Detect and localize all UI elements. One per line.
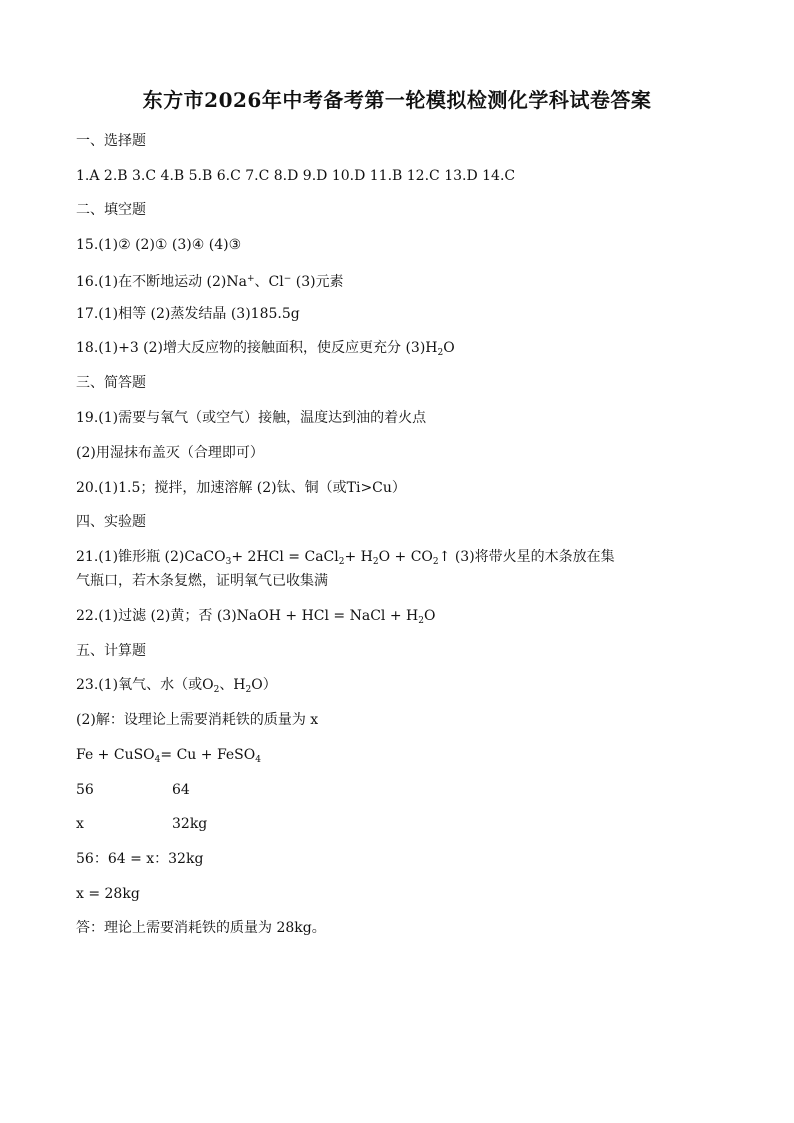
q22-part-b: O	[423, 608, 436, 624]
q16-part-a: 16.(1)在不断地运动 (2)Na	[76, 274, 247, 290]
relative-mass-row	[76, 781, 716, 799]
q18-part-a: 18.(1)+3 (2)增大反应物的接触面积，使反应更充分 (3)H	[76, 340, 438, 356]
q18-sub: 2	[437, 348, 444, 358]
eq-sub-4b: 4	[255, 755, 261, 765]
choice-answers: 1.A 2.B 3.C 4.B 5.B 6.C 7.C 8.D 9.D 10.D 11.B 12.C 13.D 14.C	[76, 168, 516, 184]
answer-q20: 20.(1)1.5；搅拌，加速溶解 (2)钛、铜（或Ti>Cu）	[76, 480, 406, 496]
q21-part-a: 21.(1)锥形瓶 (2)CaCO	[76, 549, 226, 565]
section-heading-calculation: 五、计算题	[76, 643, 146, 659]
q21-sub-2a: 2	[338, 557, 345, 567]
q23-sub-2b: 2	[245, 685, 252, 695]
eq-part-a: Fe + CuSO	[76, 747, 155, 763]
section-heading-fill: 二、填空题	[76, 202, 146, 218]
reaction-equation	[76, 746, 716, 769]
proportion-line: 56：64 = x：32kg	[76, 851, 204, 867]
q16-minus: −	[283, 274, 292, 284]
q16-part-b: 、Cl	[254, 274, 284, 290]
answer-q19-part2: (2)用湿抹布盖灭（合理即可）	[76, 445, 264, 461]
q18-part-b: O	[443, 340, 455, 356]
q22-part-a: 22.(1)过滤 (2)黄；否 (3)NaOH + HCl = NaCl + H	[76, 608, 419, 624]
answer-q21-line2: 气瓶口，若木条复燃，证明氧气已收集满	[76, 573, 328, 589]
q23-sub-2a: 2	[213, 685, 220, 695]
q16-plus: +	[246, 274, 255, 284]
q21-sub-2c: 2	[432, 557, 439, 567]
mass-cu: 64	[172, 782, 190, 798]
q23-part-a: 23.(1)氧气、水（或O	[76, 677, 214, 693]
eq-sub-4a: 4	[154, 755, 161, 765]
q21-sub-2b: 2	[372, 557, 379, 567]
q21-part-e: ↑ (3)将带火星的木条放在集	[438, 549, 615, 565]
page-title: 东方市2026年中考备考第一轮模拟检测化学科试卷答案	[142, 88, 652, 112]
q21-part-c: + H	[344, 549, 373, 565]
q21-part-b: + 2HCl = CaCl	[231, 549, 339, 565]
q16-part-c: (3)元素	[291, 274, 344, 290]
mass-x: x	[76, 816, 84, 832]
answer-q23-part1	[76, 676, 716, 699]
result-line: x = 28kg	[76, 886, 140, 902]
q21-sub-3: 3	[225, 557, 232, 567]
answer-q21-line1	[76, 548, 716, 571]
section-heading-choice: 一、选择题	[76, 133, 146, 149]
final-answer-line: 答：理论上需要消耗铁的质量为 28kg。	[76, 920, 326, 936]
answer-q23-solution-intro: (2)解：设理论上需要消耗铁的质量为 x	[76, 712, 319, 728]
q23-part-b: 、H	[219, 677, 246, 693]
answer-q17: 17.(1)相等 (2)蒸发结晶 (3)185.5g	[76, 306, 300, 322]
answer-q19-part1: 19.(1)需要与氧气（或空气）接触，温度达到油的着火点	[76, 410, 427, 426]
mass-32kg: 32kg	[172, 816, 208, 832]
answer-q15: 15.(1)② (2)① (3)④ (4)③	[76, 237, 242, 253]
eq-part-b: = Cu + FeSO	[160, 747, 256, 763]
q23-part-c: O）	[251, 677, 277, 693]
answer-q18	[76, 339, 716, 362]
q22-sub: 2	[418, 616, 424, 626]
answer-q22	[76, 607, 716, 630]
mass-fe: 56	[76, 782, 94, 798]
answer-q16	[76, 270, 716, 291]
actual-mass-row	[76, 815, 716, 833]
q21-part-d: O + CO	[378, 549, 433, 565]
section-heading-short-answer: 三、简答题	[76, 375, 146, 391]
section-heading-experiment: 四、实验题	[76, 514, 146, 530]
